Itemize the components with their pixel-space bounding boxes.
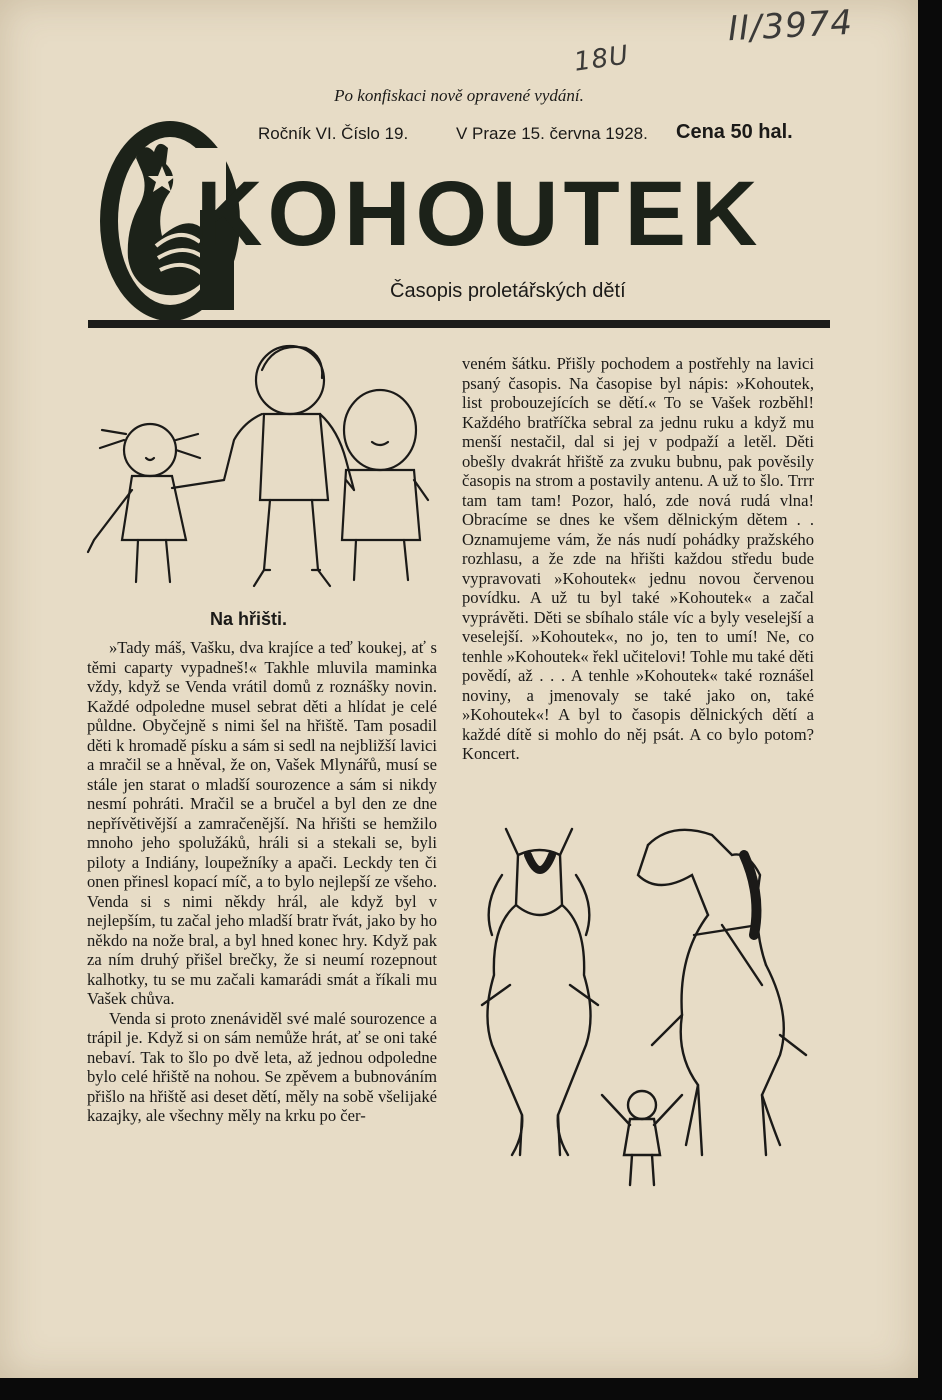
magazine-title: KOHOUTEK — [196, 163, 763, 265]
article-paragraph: Venda si proto znenáviděl své malé sourozence a trápil je. Když si on sám nemůže hrát, ať se oni také nebaví. Tak to šlo po dvě leta, až jednou odpoledne bylo celé hřiště na nohou. Se zpěvem a bubnováním přišlo na hřiště asi deset dětí, měly na sobě všelijaké kazajky, ale všechny měly na krku po čer- — [87, 1008, 437, 1125]
horses-illustration — [462, 815, 822, 1195]
price: Cena 50 hal. — [676, 121, 793, 143]
article-paragraph: »Tady máš, Vašku, dva krajíce a teď koukej, ať s těmi caparty vypadneš!« Takhle mluvila maminka vždy, když se Venda vrátil domů z roznášky novin. Každé odpoledne musel sebrat děti a hlídat je celé půldne. Obyčejně s nimi šel na hřiště. Tam posadil děti k hromadě písku a sám si sedl na nejbližší lavici a mračil se a hněval, že on, Vašek Mlynářů, musí se stále jen starat o mladší sourozence a sám si nikdy nesmí pohráti. Mračil se a bručel a byl den ze dne nepřívětivější a zamračenější. Na hřišti se hemžilo mnoho jeho spolužáků, hráli si a stekali se, byli piloty a Indiány, loupežníky a apači. Leckdy ten či onen přinesl kopací míč, a to bylo nejlepší ze všeho. Venda si s nimi někdy hrál, ale když byl v nejlepším, tu začal jeho mladší bratr řvát, jako by ho někdo na nože bral, a byl hned konec hry. Když pak za ním druhý přišel brečky, že si neumí rozepnout kalhotky, tu se mu začali kamarádi smát a říkali mu Vašek chůva. — [87, 638, 437, 1008]
magazine-subtitle: Časopis proletářských dětí — [390, 280, 626, 302]
article-paragraph: veném šátku. Přišly pochodem a postřehly na lavici psaný časopis. Na časopise byl nápis: »Kohoutek, list probouzejících se dětí.« To se Vašek rozběhl! Každého bratříčka sebral za jednu ruku a když mu menší nestačil, dal si jej v podpaží a letěl. Děti obešly dvakrát hřiště za zvuku bubnu, pak pověsily časopis na strom a postavily antenu. A už to šlo. Trrr tam tam tam! Pozor, haló, zde nová rudá vlna! Obracíme se dnes ke všem dělnickým dětem . . Oznamujeme vám, že nás nudí pohádky pražského rozhlasu, a že zde na hřišti každou středu bude vypravovati »Kohoutek« jednu novou červenou povídku. A už tu byl také »Kohoutek« a začal vyprávěti. Děti se sbíhalo stále víc a byly veselejší a veselejší. »Kohoutek«, no jo, ten to umí! Ne, co tenhle »Kohoutek« řekl učitelovi! Tohle mu také děti povědí, až . . . A tenhle »Kohoutek« také roznášel noviny, a jmenovaly se také jako on, také »Kohoutek«! A byl to časopis dělnických dětí a každé dítě si mohlo do něj psát. A co bylo potom? Koncert. — [462, 354, 814, 763]
article-column-left — [87, 638, 437, 1126]
publication-date: V Praze 15. června 1928. — [456, 124, 648, 143]
handwritten-archive-code: II/3974 — [727, 2, 855, 50]
issue-number: Ročník VI. Číslo 19. — [258, 124, 409, 143]
header-rule — [88, 320, 830, 328]
handwritten-mark: 18U — [572, 40, 631, 78]
scan-border-bottom — [0, 1378, 942, 1400]
scan-border-right — [918, 0, 942, 1400]
children-illustration — [84, 330, 434, 600]
edition-note: Po konfiskaci nově opravené vydání. — [334, 86, 584, 105]
article-heading: Na hřišti. — [210, 609, 288, 629]
article-column-right — [462, 354, 814, 764]
